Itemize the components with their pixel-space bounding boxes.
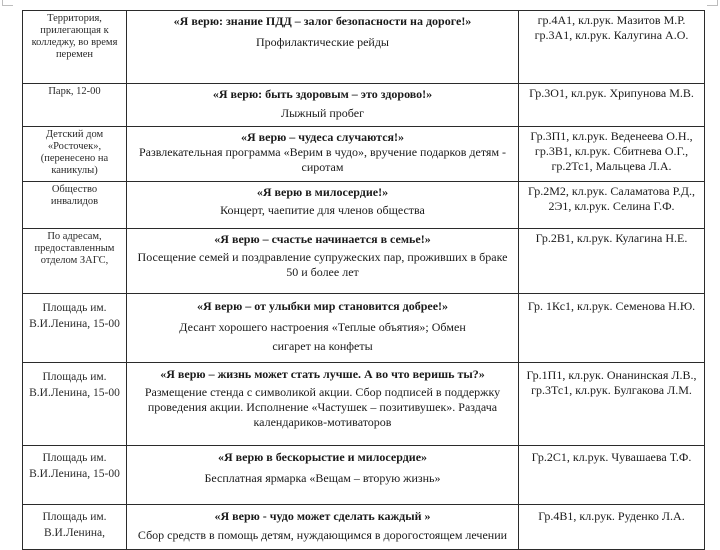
table-row — [23, 294, 705, 363]
table-row — [23, 446, 705, 505]
place-text: Детский дом «Росточек», (перенесено на каникулы) — [40, 129, 109, 176]
responsible-text: гр.4А1, кл.рук. Мазитов М.Р. гр.3А1, кл.рук. Калугина А.О. — [534, 13, 689, 42]
event-description: Концерт, чаепитие для членов общества — [220, 203, 425, 217]
responsible-cell — [519, 84, 705, 127]
table-row — [23, 363, 705, 446]
event-cell — [127, 84, 519, 127]
place-cell — [23, 363, 127, 446]
responsible-cell — [519, 505, 705, 550]
place-text: По адресам, предоставленным отделом ЗАГС, — [34, 231, 115, 266]
event-cell — [127, 505, 519, 550]
event-title: «Я верю: быть здоровым – это здорово!» — [212, 87, 433, 101]
place-cell — [23, 446, 127, 505]
event-cell — [127, 294, 519, 363]
table-row — [23, 84, 705, 127]
place-text: Площадь им. В.И.Ленина, 15-00 — [29, 302, 120, 330]
event-title: «Я верю – жизнь может стать лучше. А во что веришь ты?» — [160, 367, 485, 381]
place-cell — [23, 182, 127, 229]
table-row — [23, 229, 705, 294]
place-text: Общество инвалидов — [50, 184, 99, 207]
event-description: Десант хорошего настроения «Теплые объятия»; Обмен сигарет на конфеты — [179, 320, 466, 353]
event-title: «Я верю в милосердие!» — [256, 185, 389, 199]
place-cell — [23, 127, 127, 182]
event-description: Бесплатная ярмарка «Вещам – вторую жизнь» — [204, 471, 441, 485]
responsible-text: Гр.4В1, кл.рук. Руденко Л.А. — [538, 509, 685, 523]
responsible-cell — [519, 127, 705, 182]
place-cell — [23, 294, 127, 363]
table-row — [23, 127, 705, 182]
responsible-cell — [519, 446, 705, 505]
responsible-text: Гр.2С1, кл.рук. Чувашаева Т.Ф. — [531, 450, 692, 464]
table-row — [23, 11, 705, 84]
responsible-text: Гр. 1Кс1, кл.рук. Семенова Н.Ю. — [527, 299, 696, 313]
event-title: «Я верю в бескорыстие и милосердие» — [217, 450, 428, 464]
table-row — [23, 505, 705, 550]
event-title: «Я верю - чудо может сделать каждый » — [214, 509, 431, 523]
place-text: Площадь им. В.И.Ленина, 15-00 — [29, 371, 120, 399]
responsible-cell — [519, 363, 705, 446]
event-title: «Я верю – от улыбки мир становится добрее!» — [196, 299, 449, 313]
place-cell — [23, 505, 127, 550]
responsible-cell — [519, 182, 705, 229]
event-description: Сбор средств в помощь детям, нуждающимся в дорогостоящем лечении — [137, 528, 508, 542]
event-cell — [127, 182, 519, 229]
event-description: Профилактические рейды — [256, 35, 389, 49]
responsible-text: Гр.3П1, кл.рук. Веденеева О.Н., гр.3В1, кл.рук. Сбитнева О.Г., гр.2Тс1, Мальцева Л.А. — [530, 129, 693, 173]
event-cell — [127, 229, 519, 294]
event-title: «Я верю – чудеса случаются!» — [240, 130, 405, 144]
place-text: Площадь им. В.И.Ленина, 15-00 — [29, 452, 120, 480]
place-cell — [23, 229, 127, 294]
responsible-text: Гр.2М2, кл.рук. Саламатова Р.Д., 2Э1, кл.рук. Селина Г.Ф. — [528, 184, 695, 213]
place-cell — [23, 84, 127, 127]
place-cell — [23, 11, 127, 84]
event-cell — [127, 127, 519, 182]
place-text: Площадь им. В.И.Ленина, — [42, 511, 107, 539]
event-description: Посещение семей и поздравление супружеских пар, проживших в браке 50 и более лет — [137, 250, 508, 279]
event-cell — [127, 446, 519, 505]
slide-top-border — [0, 0, 720, 8]
responsible-cell — [519, 229, 705, 294]
event-title: «Я верю: знание ПДД – залог безопасности на дороге!» — [173, 14, 472, 28]
responsible-text: Гр.2В1, кл.рук. Кулагина Н.Е. — [535, 231, 688, 245]
event-title: «Я верю – счастье начинается в семье!» — [214, 232, 431, 246]
event-cell — [127, 363, 519, 446]
responsible-text: Гр.1П1, кл.рук. Онанинская Л.В., гр.3Тс1, кл.рук. Булгакова Л.М. — [526, 368, 697, 397]
responsible-text: Гр.3О1, кл.рук. Хрипунова М.В. — [529, 86, 694, 100]
event-description: Развлекательная программа «Верим в чудо», вручение подарков детям - сиротам — [138, 145, 507, 174]
events-schedule-table — [22, 10, 705, 550]
responsible-cell — [519, 11, 705, 84]
event-description: Лыжный пробег — [280, 106, 364, 120]
corner-mark-right — [707, 0, 718, 6]
place-text: Территория, прилегающая к колледжу, во время перемен — [31, 13, 118, 60]
place-text: Парк, 12-00 — [48, 86, 101, 97]
responsible-cell — [519, 294, 705, 363]
event-cell — [127, 11, 519, 84]
table-row — [23, 182, 705, 229]
corner-mark-left — [2, 0, 13, 6]
event-description: Размещение стенда с символикой акции. Сбор подписей в поддержку проведения акции. Исполнение «Частушек – позитивушек». Раздача календариков-мотиваторов — [144, 385, 501, 429]
